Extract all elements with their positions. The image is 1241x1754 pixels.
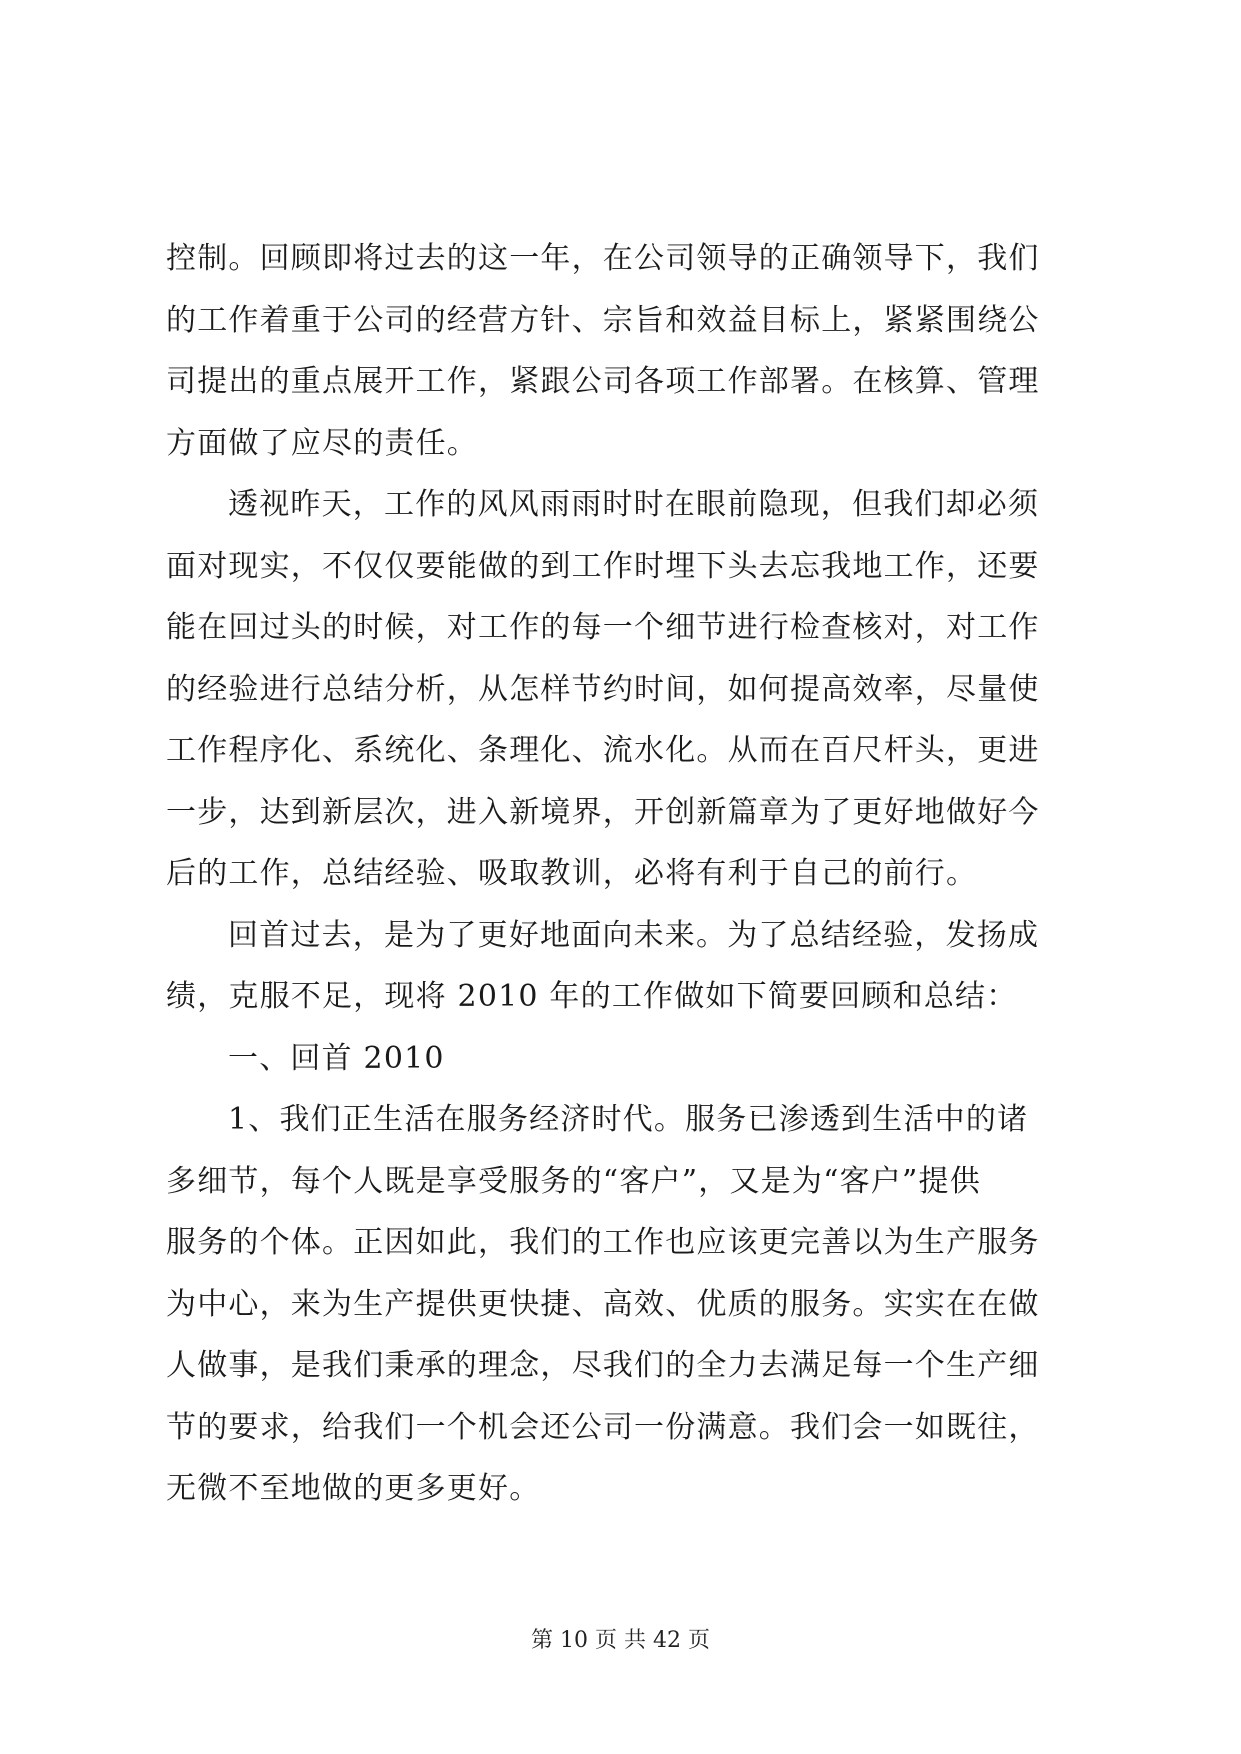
page-number-footer: 第 10 页 共 42 页 <box>531 1628 710 1653</box>
text-line: 司提出的重点展开工作，紧跟公司各项工作部署。在核算、管理 <box>166 364 1040 399</box>
paragraph-first-line: 透视昨天，工作的风风雨雨时时在眼前隐现，但我们却必须 <box>228 487 1040 522</box>
text-line: 绩，克服不足，现将 2010 年的工作做如下简要回顾和总结： <box>166 979 1018 1014</box>
text-line: 控制。回顾即将过去的这一年，在公司领导的正确领导下，我们 <box>166 241 1040 276</box>
text-line: 为中心，来为生产提供更快捷、高效、优质的服务。实实在在做 <box>166 1286 1040 1322</box>
text-line: 多细节，每个人既是享受服务的“客户”，又是为“客户”提供 <box>166 1163 981 1199</box>
text-line: 的工作着重于公司的经营方针、宗旨和效益目标上，紧紧围绕公 <box>166 302 1040 338</box>
text-line: 方面做了应尽的责任。 <box>166 425 478 461</box>
text-line: 一步，达到新层次，进入新境界，开创新篇章为了更好地做好今 <box>166 794 1040 830</box>
paragraph-first-line: 回首过去，是为了更好地面向未来。为了总结经验，发扬成 <box>228 917 1040 953</box>
section-heading: 一、回首 2010 <box>228 1040 445 1076</box>
text-line: 人做事，是我们秉承的理念，尽我们的全力去满足每一个生产细 <box>166 1348 1040 1383</box>
document-body <box>166 228 1086 1520</box>
paragraph-first-line: 1、我们正生活在服务经济时代。服务已渗透到生活中的诸 <box>228 1102 1029 1137</box>
text-line: 的经验进行总结分析，从怎样节约时间，如何提高效率，尽量使 <box>166 671 1040 707</box>
text-line: 能在回过头的时候，对工作的每一个细节进行检查核对，对工作 <box>166 610 1040 645</box>
text-line: 后的工作，总结经验、吸取教训，必将有利于自己的前行。 <box>166 856 978 891</box>
text-line: 工作程序化、系统化、条理化、流水化。从而在百尺杆头，更进 <box>166 733 1040 768</box>
text-line: 面对现实，不仅仅要能做的到工作时埋下头去忘我地工作，还要 <box>166 548 1040 584</box>
text-line: 节的要求，给我们一个机会还公司一份满意。我们会一如既往， <box>166 1409 1040 1445</box>
text-line: 无微不至地做的更多更好。 <box>166 1471 541 1506</box>
text-line: 服务的个体。正因如此，我们的工作也应该更完善以为生产服务 <box>166 1225 1040 1260</box>
